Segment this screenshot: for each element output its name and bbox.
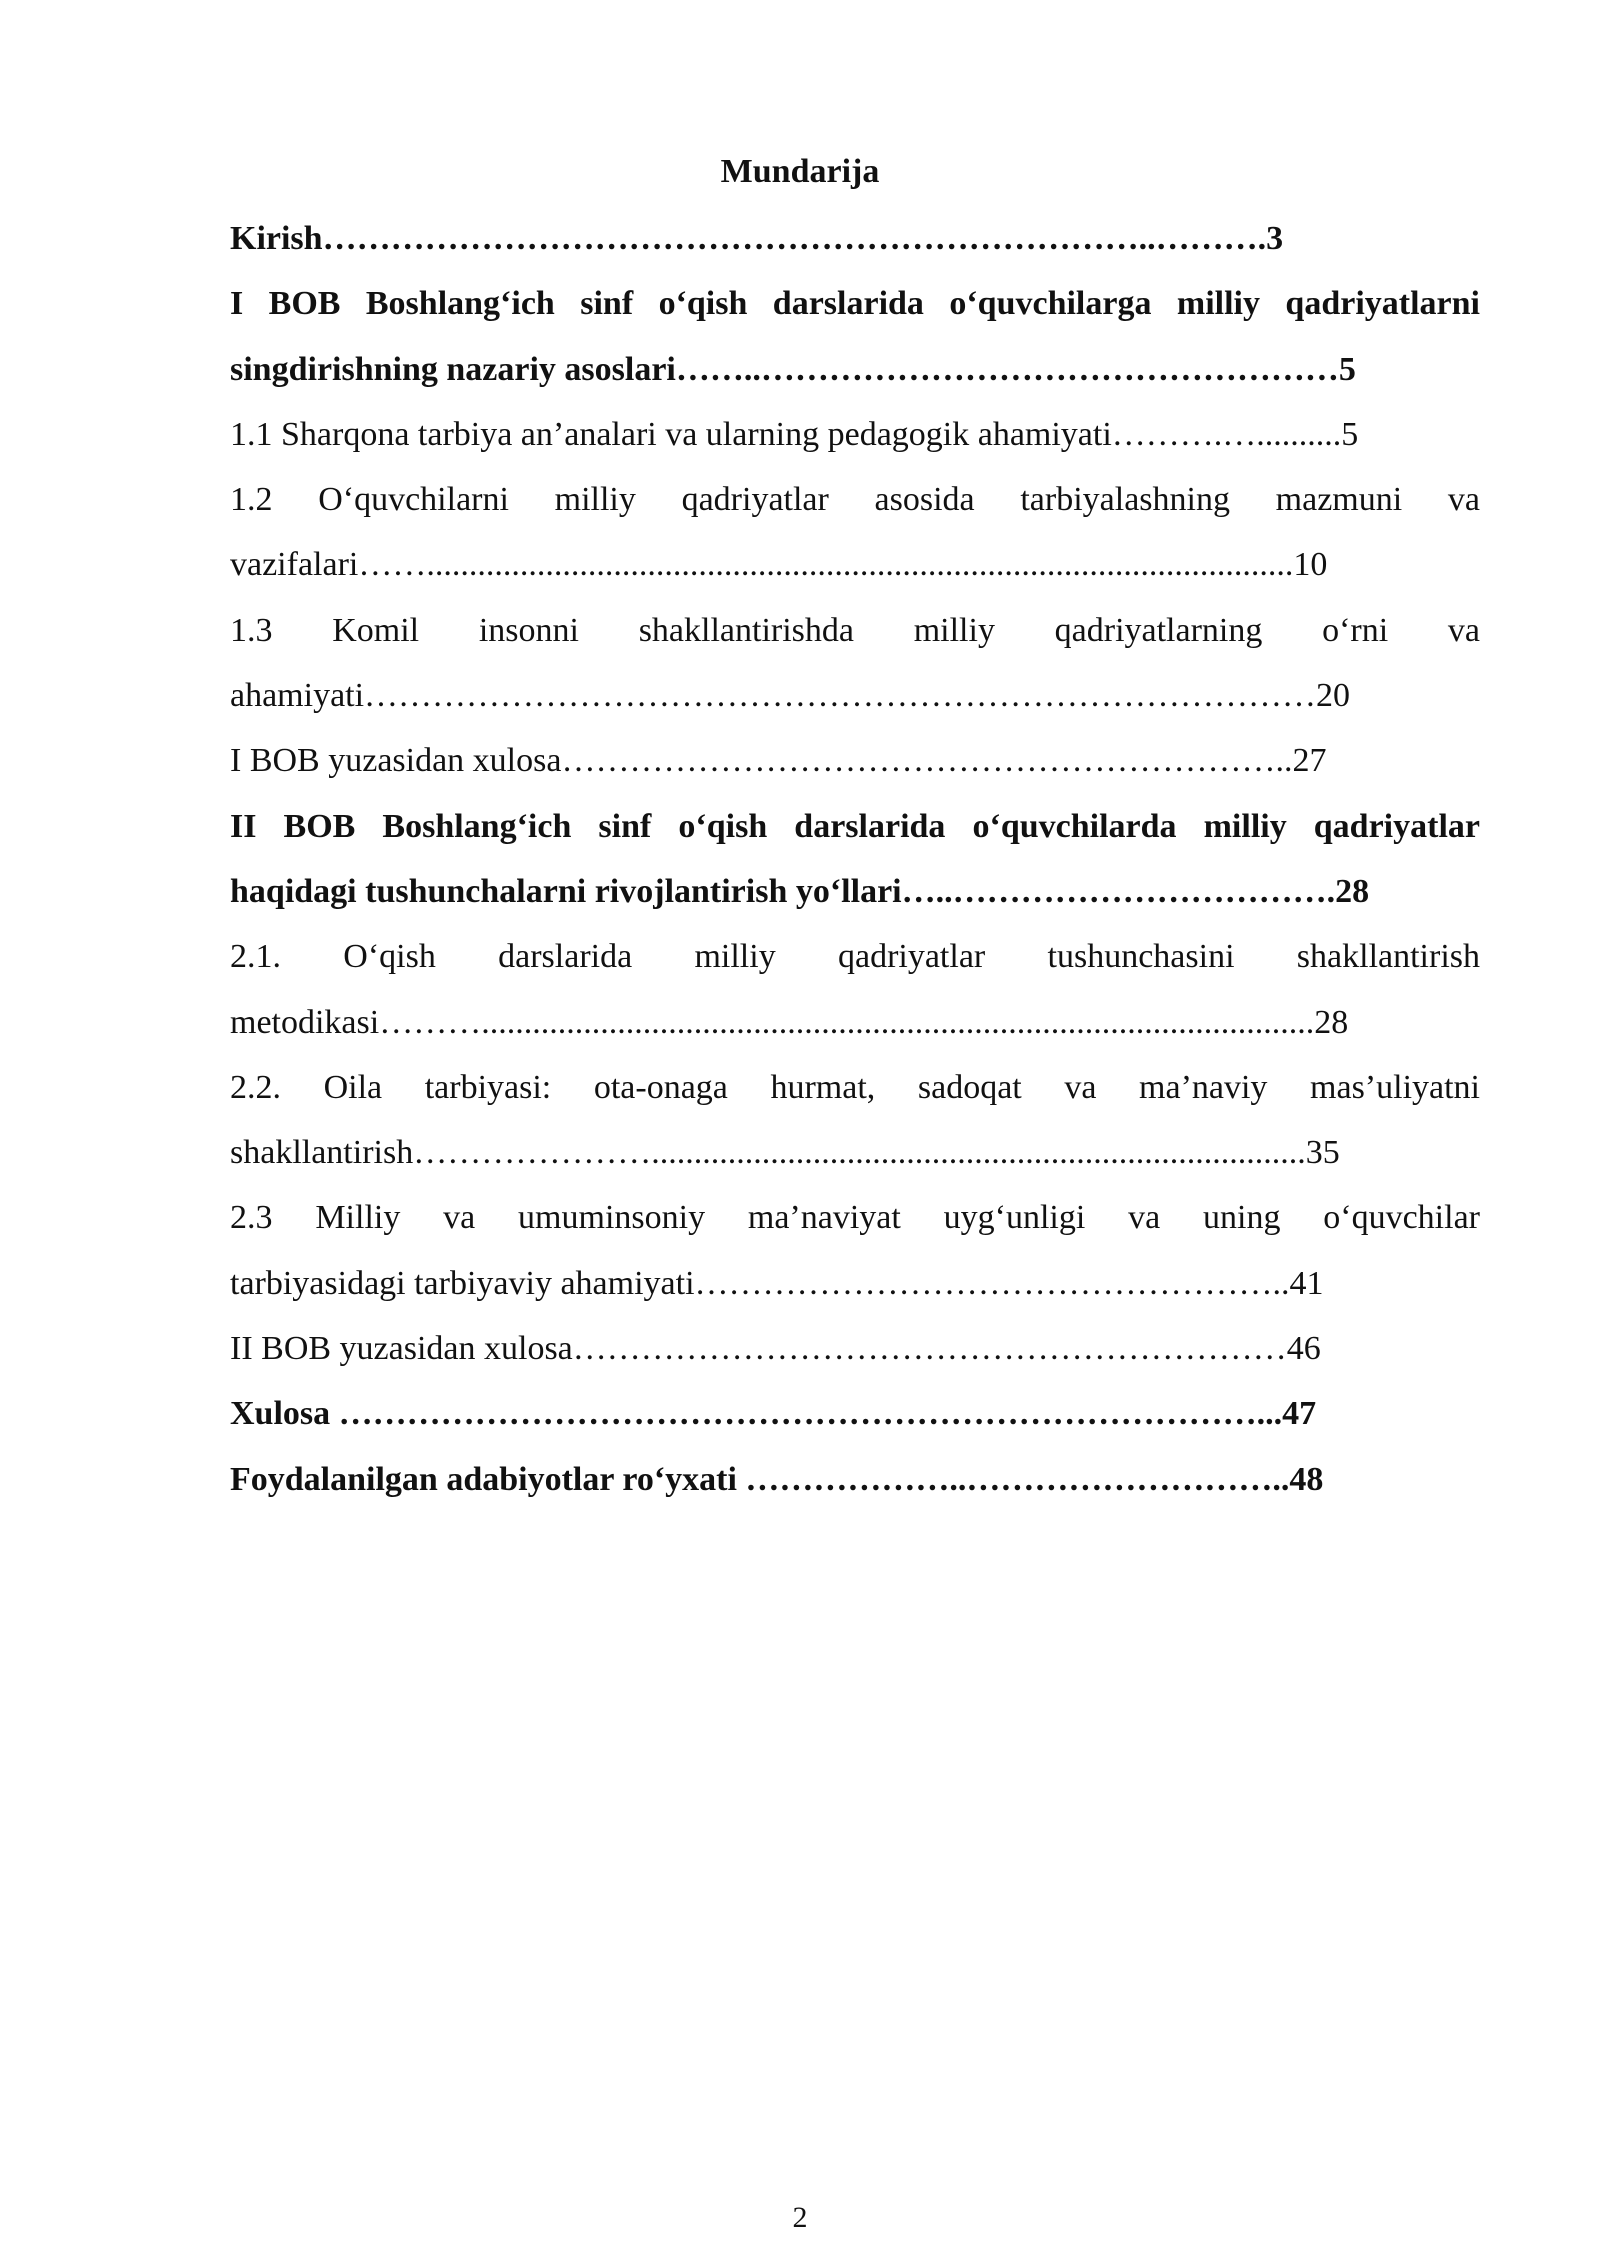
table-of-contents — [230, 206, 1480, 1512]
toc-line: 1.3 Komil insonni shakllantirishda milliy qadriyatlarning o‘rni va — [230, 611, 1480, 649]
toc-line: II BOB Boshlang‘ich sinf o‘qish darslarida o‘quvchilarda milliy qadriyatlar — [230, 807, 1480, 845]
toc-line: vazifalari……......................................................................................................10 — [230, 546, 1328, 584]
toc-line: haqidagi tushunchalarni rivojlantirish yo‘llari…..…………………………….28 — [230, 872, 1370, 910]
toc-line: singdirishning nazariy asoslari……..……………………………………………5 — [230, 350, 1356, 388]
toc-line: shakllantirish………………….............................................................................35 — [230, 1134, 1340, 1172]
toc-line: 2.1. O‘qish darslarida milliy qadriyatlar tushunchasini shakllantirish — [230, 938, 1480, 976]
page-number: 2 — [792, 2201, 808, 2234]
page-title: Mundarija — [720, 153, 880, 190]
toc-line: Xulosa ………………………………………………………………………...47 — [230, 1395, 1317, 1433]
toc-line: II BOB yuzasidan xulosa………………………………………………………46 — [230, 1330, 1321, 1368]
toc-line: 1.1 Sharqona tarbiya an’analari va ularning pedagogik ahamiyati……….…..........5 — [230, 415, 1359, 453]
toc-line: 2.3 Milliy va umuminsoniy ma’naviyat uyg‘unligi va uning o‘quvchilar — [230, 1199, 1480, 1237]
toc-line: Kirish………………………………………………………………..……….3 — [230, 220, 1284, 257]
toc-line: I BOB Boshlang‘ich sinf o‘qish darslarida o‘quvchilarga milliy qadriyatlarni — [230, 285, 1480, 323]
toc-line: 2.2. Oila tarbiyasi: ota-onaga hurmat, sadoqat va ma’naviy mas’uliyatni — [230, 1068, 1480, 1106]
toc-line: 1.2 O‘quvchilarni milliy qadriyatlar asosida tarbiyalashning mazmuni va — [230, 481, 1480, 519]
toc-line: metodikasi………..................................................................................................28 — [230, 1003, 1349, 1041]
toc-line: tarbiyasidagi tarbiyaviy ahamiyati……………………………………………..41 — [230, 1264, 1324, 1302]
toc-line: Foydalanilgan adabiyotlar ro‘yxati ………………..………………………..48 — [230, 1460, 1324, 1498]
toc-line: ahamiyati…………………………………………………………………………20 — [230, 677, 1351, 715]
toc-line: I BOB yuzasidan xulosa………………………………………………………..27 — [230, 742, 1327, 780]
